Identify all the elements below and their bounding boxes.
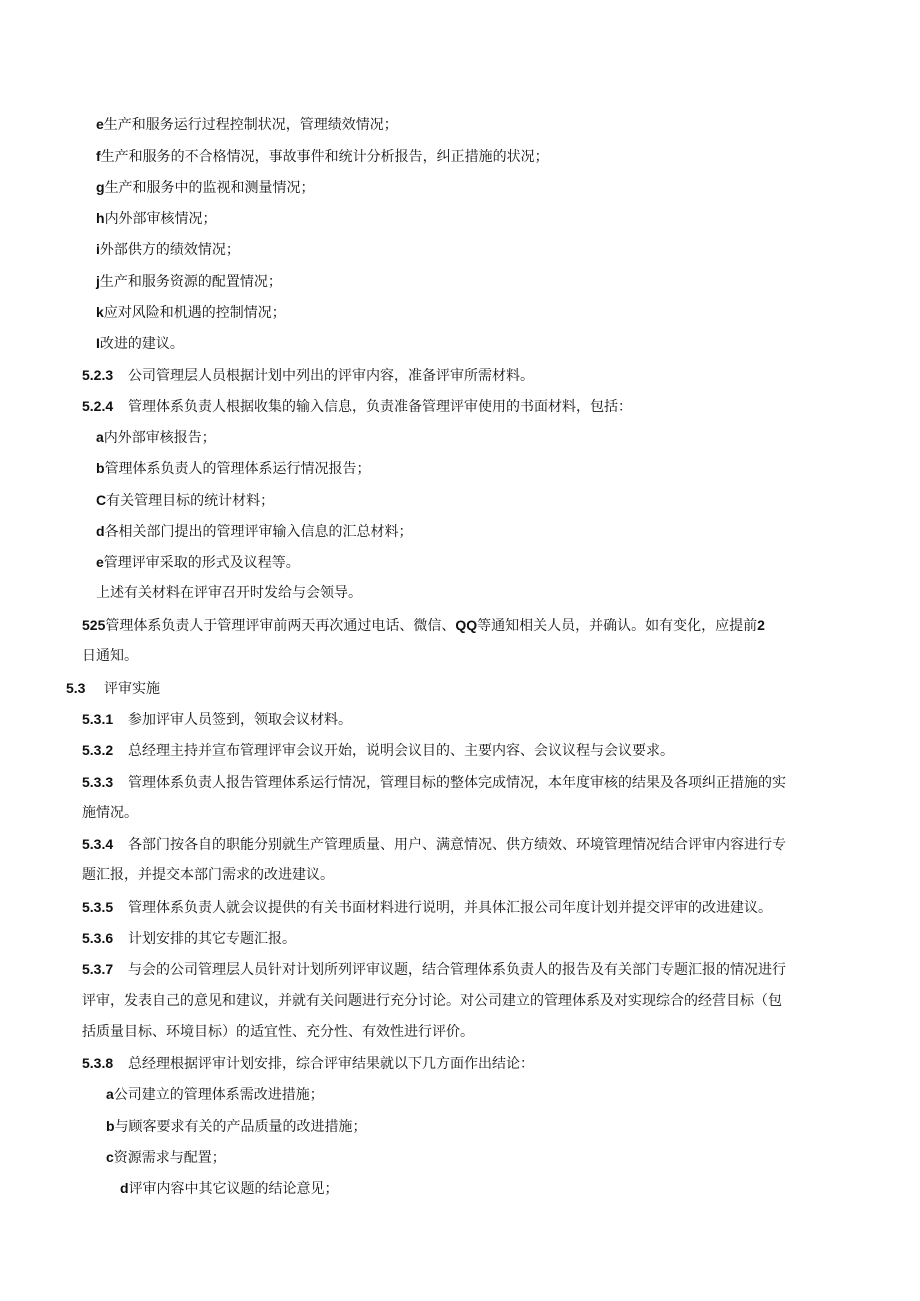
list-item: j生产和服务资源的配置情况； <box>96 273 282 290</box>
section-5-3-8: 5.3.8 总经理根据评审计划安排，综合评审结果就以下几方面作出结论： <box>82 1055 534 1072</box>
list-item: f生产和服务的不合格情况，事故事件和统计分析报告，纠正措施的状况； <box>96 148 549 165</box>
list-item: a公司建立的管理体系需改进措施； <box>106 1086 324 1103</box>
section-5-3-4: 5.3.4 各部门按各自的职能分别就生产管理质量、用户、满意情况、供方绩效、环境管理情况结合评审内容进行专 <box>82 836 786 853</box>
section-5-3-heading: 5.3 评审实施 <box>66 680 160 697</box>
section-number: 5.3 <box>66 680 86 696</box>
section-number: 5.3.1 <box>82 711 114 727</box>
list-item: b管理体系负责人的管理体系运行情况报告； <box>96 460 371 477</box>
list-item: d评审内容中其它议题的结论意见； <box>120 1180 339 1197</box>
section-5-3-7-cont: 括质量目标、环境目标）的适宜性、充分性、有效性进行评价。 <box>82 1024 474 1040</box>
section-5-2-4: 5.2.4 管理体系负责人根据收集的输入信息，负责准备管理评审使用的书面材料，包括： <box>82 398 632 415</box>
section-5-3-7-cont: 评审，发表自己的意见和建议，并就有关问题进行充分讨论。对公司建立的管理体系及对实现综合的经营目标（包 <box>82 993 782 1009</box>
section-number: 5.3.6 <box>82 930 114 946</box>
section-number: 5.3.8 <box>82 1055 114 1071</box>
list-item: k应对风险和机遇的控制情况； <box>96 304 286 321</box>
section-5-3-7: 5.3.7 与会的公司管理层人员针对计划所列评审议题，结合管理体系负责人的报告及有关部门专题汇报的情况进行 <box>82 961 786 978</box>
section-5-3-2: 5.3.2 总经理主持并宣布管理评审会议开始，说明会议目的、主要内容、会议议程与会议要求。 <box>82 742 674 759</box>
list-item: b与顾客要求有关的产品质量的改进措施； <box>106 1118 367 1135</box>
section-5-3-4-cont: 题汇报，并提交本部门需求的改进建议。 <box>82 867 334 883</box>
note-paragraph: 上述有关材料在评审召开时发给与会领导。 <box>96 585 362 601</box>
list-item: e生产和服务运行过程控制状况，管理绩效情况； <box>96 116 398 133</box>
section-number: 525 <box>82 617 106 633</box>
section-number: 5.3.5 <box>82 899 114 915</box>
list-item: I改进的建议。 <box>96 335 184 352</box>
list-item: g生产和服务中的监视和测量情况； <box>96 179 315 196</box>
section-5-2-5-cont: 日通知。 <box>82 648 138 664</box>
list-item: C有关管理目标的统计材料； <box>96 492 275 509</box>
list-item: c资源需求与配置； <box>106 1149 226 1166</box>
section-5-3-5: 5.3.5 管理体系负责人就会议提供的有关书面材料进行说明，并具体汇报公司年度计划并提交评审的改进建议。 <box>82 899 772 916</box>
list-item: a内外部审核报告； <box>96 429 216 446</box>
list-item: e管理评审采取的形式及议程等。 <box>96 554 300 571</box>
section-5-3-3-cont: 施情况。 <box>82 805 138 821</box>
section-number: 5.2.3 <box>82 367 114 383</box>
section-number: 5.3.7 <box>82 961 114 977</box>
section-5-2-3: 5.2.3 公司管理层人员根据计划中列出的评审内容，准备评审所需材料。 <box>82 367 534 384</box>
section-number: 5.3.4 <box>82 836 114 852</box>
section-5-3-3: 5.3.3 管理体系负责人报告管理体系运行情况，管理目标的整体完成情况，本年度审核的结果及各项纠正措施的实 <box>82 774 786 791</box>
section-number: 5.2.4 <box>82 398 114 414</box>
section-number: 5.3.3 <box>82 774 114 790</box>
list-item: h内外部审核情况； <box>96 210 217 227</box>
list-item: d各相关部门提出的管理评审输入信息的汇总材料； <box>96 523 413 540</box>
section-5-3-1: 5.3.1 参加评审人员签到，领取会议材料。 <box>82 711 352 728</box>
list-item: i外部供方的绩效情况； <box>96 241 240 258</box>
section-5-3-6: 5.3.6 计划安排的其它专题汇报。 <box>82 930 296 947</box>
section-number: 5.3.2 <box>82 742 114 758</box>
section-5-2-5: 525管理体系负责人于管理评审前两天再次通过电话、微信、QQ等通知相关人员，并确认。如有变化，应提前2 <box>82 617 765 634</box>
